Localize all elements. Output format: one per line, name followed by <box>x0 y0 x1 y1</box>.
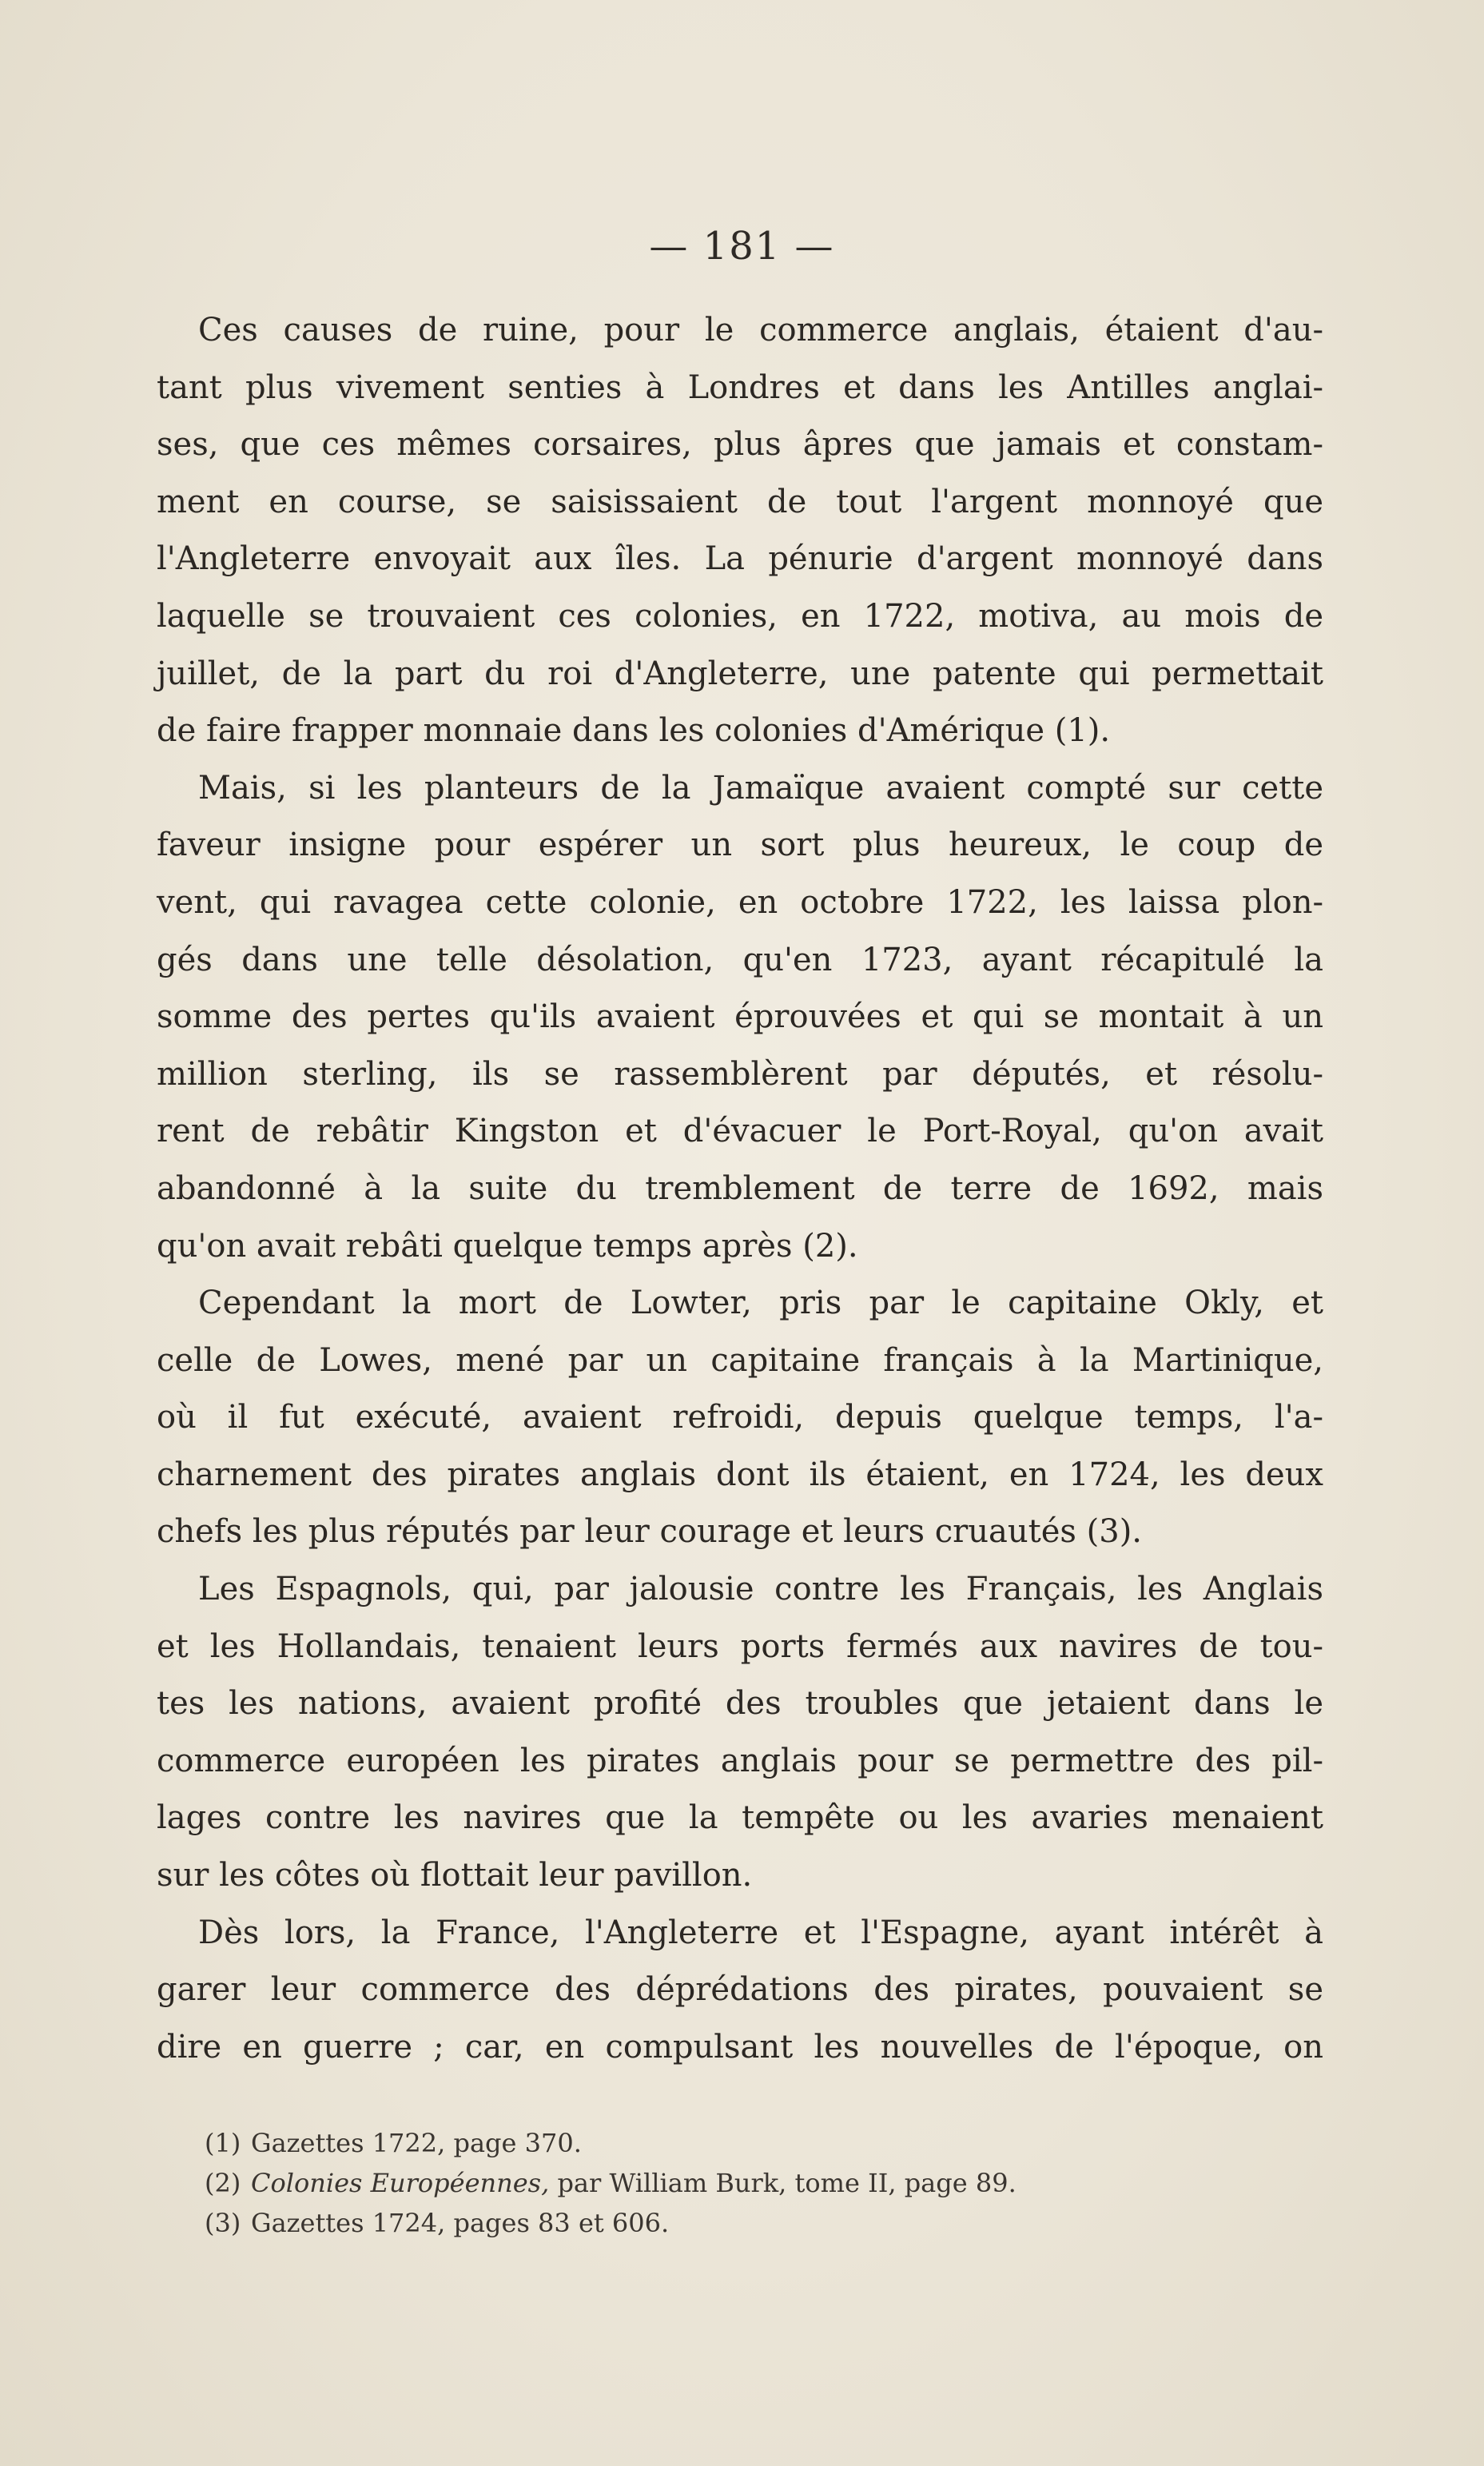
text-line: rent de rebâtir Kingston et d'évacuer le Port-Royal, qu'on avait <box>157 1113 1323 1150</box>
text-line: et les Hollandais, tenaient leurs ports fermés aux navires de tou- <box>157 1627 1323 1665</box>
footnote-2 <box>205 2163 1323 2203</box>
text-line: million sterling, ils se rassemblèrent par députés, et résolu- <box>157 1055 1323 1093</box>
text-line: tes les nations, avaient profité des troubles que jetaient dans le <box>157 1685 1323 1723</box>
text-line: faveur insigne pour espérer un sort plus heureux, le coup de <box>157 827 1323 864</box>
footnote-number: (1) <box>205 2128 241 2158</box>
text-line: chefs les plus réputés par leur courage et leurs cruautés (3). <box>157 1513 1143 1551</box>
footnote-number: (3) <box>205 2208 241 2238</box>
footnotes <box>205 2123 1323 2243</box>
text-line: Cependant la mort de Lowter, pris par le capitaine Okly, et <box>198 1285 1323 1322</box>
footnote-3 <box>205 2203 1323 2243</box>
footnote-number: (2) <box>205 2168 241 2198</box>
text-line: Ces causes de ruine, pour le commerce anglais, étaient d'au- <box>198 312 1323 349</box>
paragraph-3 <box>157 1275 1323 1561</box>
text-line: ment en course, se saisissaient de tout l'argent monnoyé que <box>157 483 1323 520</box>
text-line: dire en guerre ; car, en compulsant les nouvelles de l'époque, on <box>157 2028 1323 2066</box>
text-line: celle de Lowes, mené par un capitaine français à la Martinique, <box>157 1341 1323 1379</box>
text-line: lages contre les navires que la tempête ou les avaries menaient <box>157 1799 1323 1837</box>
paragraph-4 <box>157 1561 1323 1905</box>
page-number: — 181 — <box>649 224 835 269</box>
paragraph-1 <box>157 302 1323 760</box>
footnote-text: Gazettes 1724, pages 83 et 606. <box>251 2208 670 2238</box>
footnote-1 <box>205 2123 1323 2163</box>
text-line: somme des pertes qu'ils avaient éprouvées et qui se montait à un <box>157 998 1323 1036</box>
text-line: commerce européen les pirates anglais pour se permettre des pil- <box>157 1742 1323 1779</box>
footnote-text: Gazettes 1722, page 370. <box>251 2128 582 2158</box>
footnote-text: par William Burk, tome II, page 89. <box>549 2168 1017 2198</box>
text-line: où il fut exécuté, avaient refroidi, depuis quelque temps, l'a- <box>157 1399 1323 1436</box>
text-line: charnement des pirates anglais dont ils étaient, en 1724, les deux <box>157 1456 1323 1493</box>
text-line: Les Espagnols, qui, par jalousie contre les Français, les Anglais <box>198 1571 1323 1608</box>
text-line: qu'on avait rebâti quelque temps après (2). <box>157 1227 858 1265</box>
paragraph-5 <box>157 1905 1323 2077</box>
text-line: Dès lors, la France, l'Angleterre et l'Espagne, ayant intérêt à <box>198 1914 1323 1951</box>
paragraph-2 <box>157 760 1323 1275</box>
text-line: Mais, si les planteurs de la Jamaïque avaient compté sur cette <box>198 769 1323 807</box>
text-line: sur les côtes où flottait leur pavillon. <box>157 1857 753 1894</box>
text-line: l'Angleterre envoyait aux îles. La pénurie d'argent monnoyé dans <box>157 540 1323 578</box>
footnote-title: Colonies Européennes, <box>251 2168 550 2198</box>
text-line: laquelle se trouvaient ces colonies, en 1722, motiva, au mois de <box>157 597 1323 635</box>
text-line: de faire frapper monnaie dans les colonies d'Amérique (1). <box>157 712 1111 750</box>
body-text <box>157 302 1323 2076</box>
text-line: ses, que ces mêmes corsaires, plus âpres que jamais et constam- <box>157 426 1323 464</box>
text-line: juillet, de la part du roi d'Angleterre, une patente qui permettait <box>157 655 1323 692</box>
text-line: vent, qui ravagea cette colonie, en octobre 1722, les laissa plon- <box>157 883 1323 921</box>
text-line: gés dans une telle désolation, qu'en 1723, ayant récapitulé la <box>157 941 1323 978</box>
text-line: garer leur commerce des déprédations des pirates, pouvaient se <box>157 1971 1323 2009</box>
text-line: abandonné à la suite du tremblement de terre de 1692, mais <box>157 1169 1323 1207</box>
text-line: tant plus vivement senties à Londres et dans les Antilles anglai- <box>157 369 1323 406</box>
